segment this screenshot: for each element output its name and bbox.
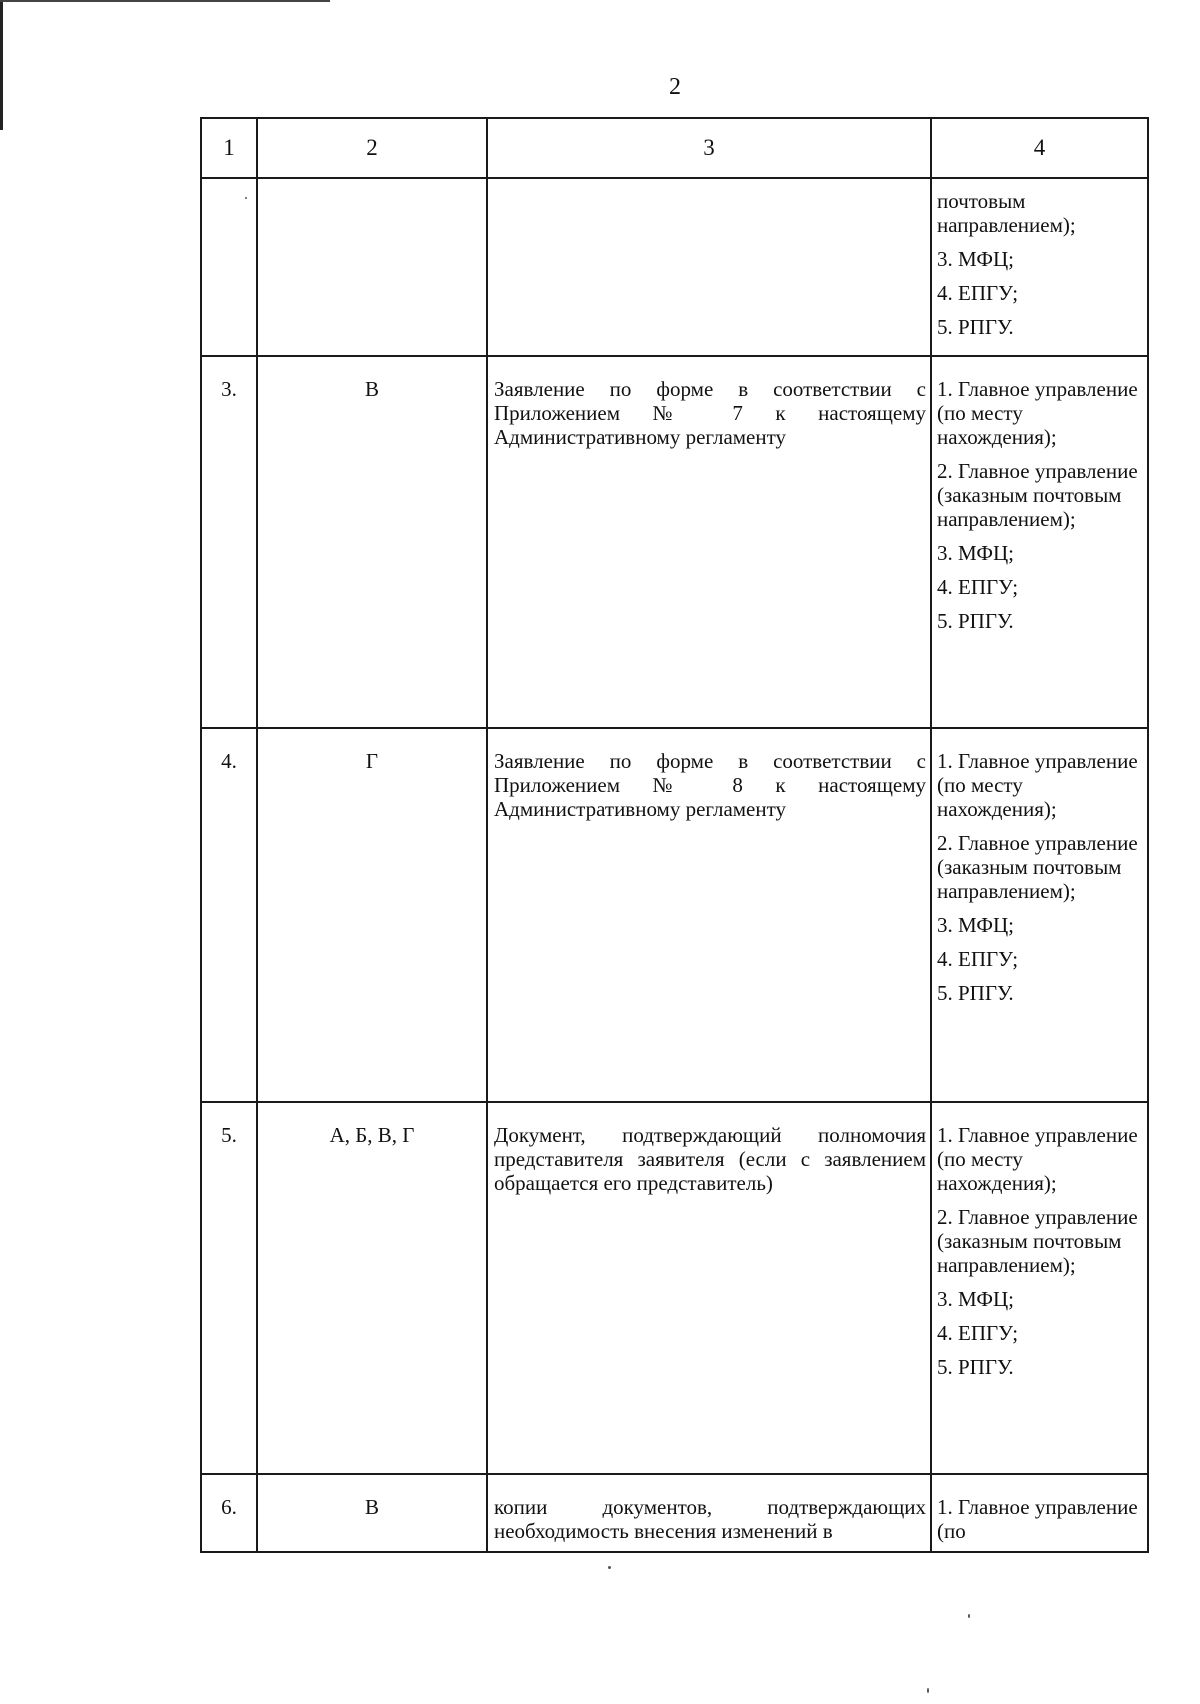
place-item: 2. Главное управление (заказным почтовым направлением); (937, 459, 1138, 531)
row-code-cell: Г (257, 728, 487, 1102)
scan-speck (927, 1688, 929, 1693)
place-item: 1. Главное управление (по месту нахождения); (937, 749, 1138, 821)
row-description-cell (487, 178, 931, 356)
header-cell-1: 1 (201, 118, 257, 178)
place-item: 3. МФЦ; (937, 247, 1014, 271)
place-item: 1. Главное управление (по месту нахождения); (937, 1123, 1138, 1195)
row-places-cell (931, 178, 1148, 356)
row-code-cell: А, Б, В, Г (257, 1102, 487, 1474)
row-places-cell (931, 1102, 1148, 1474)
header-cell-4: 4 (931, 118, 1148, 178)
place-item: 3. МФЦ; (937, 541, 1014, 565)
row-description-cell: копии документов, подтверждающих необходимость внесения изменений в (487, 1474, 931, 1552)
header-cell-3: 3 (487, 118, 931, 178)
place-item: 1. Главное управление (по месту нахождения); (937, 377, 1138, 449)
row-number-cell: 6. (201, 1474, 257, 1552)
table-header-row (201, 118, 1148, 178)
scan-edge-left (0, 0, 3, 130)
table-row (201, 728, 1148, 1102)
page-number: 2 (669, 74, 681, 100)
place-item: 3. МФЦ; (937, 913, 1014, 937)
place-item: 5. РПГУ. (937, 1355, 1014, 1379)
row-description-cell: Документ, подтверждающий полномочия представителя заявителя (если с заявлением обращается его представитель) (487, 1102, 931, 1474)
table-row (201, 356, 1148, 728)
row-description-cell: Заявление по форме в соответствии с Приложением № 8 к настоящему Административному регламенту (487, 728, 931, 1102)
table-row (201, 1474, 1148, 1552)
place-item: 2. Главное управление (заказным почтовым направлением); (937, 1205, 1138, 1277)
place-item: 2. Главное управление (заказным почтовым направлением); (937, 831, 1138, 903)
scan-speck (245, 197, 247, 199)
place-item: 4. ЕПГУ; (937, 575, 1019, 599)
row-number-cell (201, 178, 257, 356)
row-code-cell (257, 178, 487, 356)
place-item: 5. РПГУ. (937, 609, 1014, 633)
place-item: 4. ЕПГУ; (937, 281, 1019, 305)
row-description-cell: Заявление по форме в соответствии с Приложением № 7 к настоящему Административному регламенту (487, 356, 931, 728)
place-item: 4. ЕПГУ; (937, 1321, 1019, 1345)
document-table (200, 117, 1149, 1553)
row-number-cell: 4. (201, 728, 257, 1102)
row-number-cell: 5. (201, 1102, 257, 1474)
place-item: 3. МФЦ; (937, 1287, 1014, 1311)
place-item: 4. ЕПГУ; (937, 947, 1019, 971)
row-places-cell (931, 728, 1148, 1102)
place-item: 1. Главное управление (по (937, 1495, 1138, 1543)
row-code-cell: В (257, 356, 487, 728)
row-places-cell (931, 356, 1148, 728)
place-item: 5. РПГУ. (937, 981, 1014, 1005)
place-item: 5. РПГУ. (937, 315, 1014, 339)
scan-speck (608, 1566, 611, 1569)
header-cell-2: 2 (257, 118, 487, 178)
table-row (201, 178, 1148, 356)
scan-speck (968, 1614, 970, 1618)
row-places-cell (931, 1474, 1148, 1552)
place-item: почтовым направлением); (937, 189, 1076, 237)
row-number-cell: 3. (201, 356, 257, 728)
row-code-cell: В (257, 1474, 487, 1552)
table-row (201, 1102, 1148, 1474)
scan-edge-top (0, 0, 330, 2)
